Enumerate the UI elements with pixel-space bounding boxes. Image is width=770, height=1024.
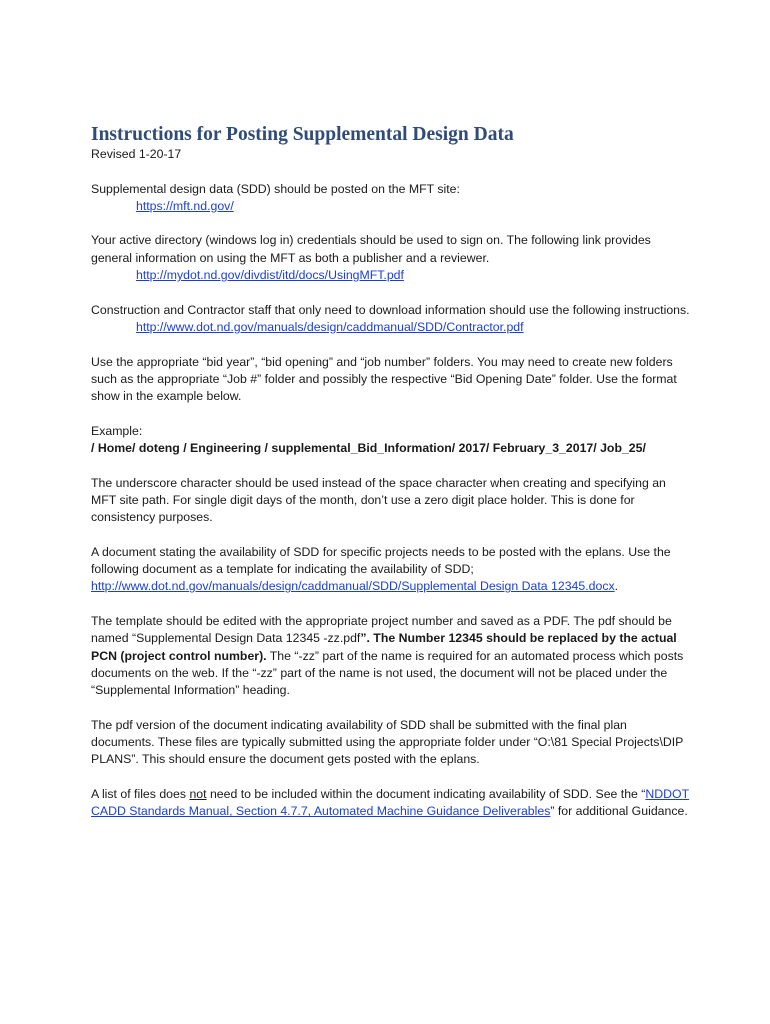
paragraph-contractor [91,302,691,337]
document-page [91,124,691,821]
example-path: / Home/ doteng / Engineering / supplemental_Bid_Information/ 2017/ February_3_2017/ Job_25/ [91,441,646,456]
mft-site-link[interactable]: https://mft.nd.gov/ [136,198,234,213]
paragraph-template-doc [91,544,691,596]
bold-instruction: ”. The Number 12345 should be replaced by the actual PCN (project control number). [91,631,677,663]
paragraph-text: Supplemental design data (SDD) should be posted on the MFT site: [91,181,460,196]
cadd-manual-link[interactable]: NDDOT CADD Standards Manual, Section 4.7.7, Automated Machine Guidance Deliverables [91,786,690,819]
paragraph-underscore: The underscore character should be used instead of the space character when creating and specifying an MFT site path. For single digit days of the month, don’t use a zero digit place holder. This is done for consistency purposes. [91,475,666,525]
paragraph-text: The “-zz” part of the name is required for an automated process which posts documents on the web. If the “-zz” part of the name is not used, the document will not be placed under the “Supplemental Information” heading. [91,648,684,698]
template-docx-link[interactable]: http://www.dot.nd.gov/manuals/design/caddmanual/SDD/Supplemental Design Data 12345.docx [91,579,615,594]
trailing-period: . [614,579,619,594]
using-mft-link[interactable]: http://mydot.nd.gov/divdist/itd/docs/UsingMFT.pdf [136,268,404,283]
paragraph-text: ” for additional Guidance. [550,804,688,819]
paragraph-folders: Use the appropriate “bid year”, “bid opening” and “job number” folders. You may need to create new folders such as the appropriate “Job #” folder and possibly the respective “Bid Opening Date” folder. Use the format show in the example below. [91,354,677,404]
paragraph-credentials [91,232,691,284]
revised-date: Revised 1-20-17 [91,147,182,161]
paragraph-file-list [91,786,691,821]
paragraph-naming [91,613,691,699]
paragraph-text: Construction and Contractor staff that only need to download information should use the following instructions. [91,302,690,317]
example-label: Example: [91,423,143,438]
paragraph-text: A document stating the availability of SDD for specific projects needs to be posted with the eplans. Use the following document as a template for indicating the availability of SDD; [91,544,671,577]
underlined-not: not [189,786,207,801]
paragraph-text: Your active directory (windows log in) credentials should be used to sign on. The following link provides general information on using the MFT as both a publisher and a reviewer. [91,233,651,265]
document-title: Instructions for Posting Supplemental Design Data [91,124,514,145]
paragraph-example [91,423,691,458]
paragraph-text: A list of files does [91,786,190,801]
paragraph-text: The template should be edited with the appropriate project number and saved as a PDF. The pdf should be named “Supplemental Design Data 12345 -zz.pdf [91,614,672,646]
paragraph-mft-site [91,181,691,216]
contractor-link[interactable]: http://www.dot.nd.gov/manuals/design/caddmanual/SDD/Contractor.pdf [136,319,524,334]
paragraph-submission: The pdf version of the document indicating availability of SDD shall be submitted with the final plan documents. These files are typically submitted using the appropriate folder under “O:\81 Special Projects\DIP PLANS”. This should ensure the document gets posted with the eplans. [91,717,684,767]
paragraph-text: need to be included within the document indicating availability of SDD. See the “ [206,786,646,801]
